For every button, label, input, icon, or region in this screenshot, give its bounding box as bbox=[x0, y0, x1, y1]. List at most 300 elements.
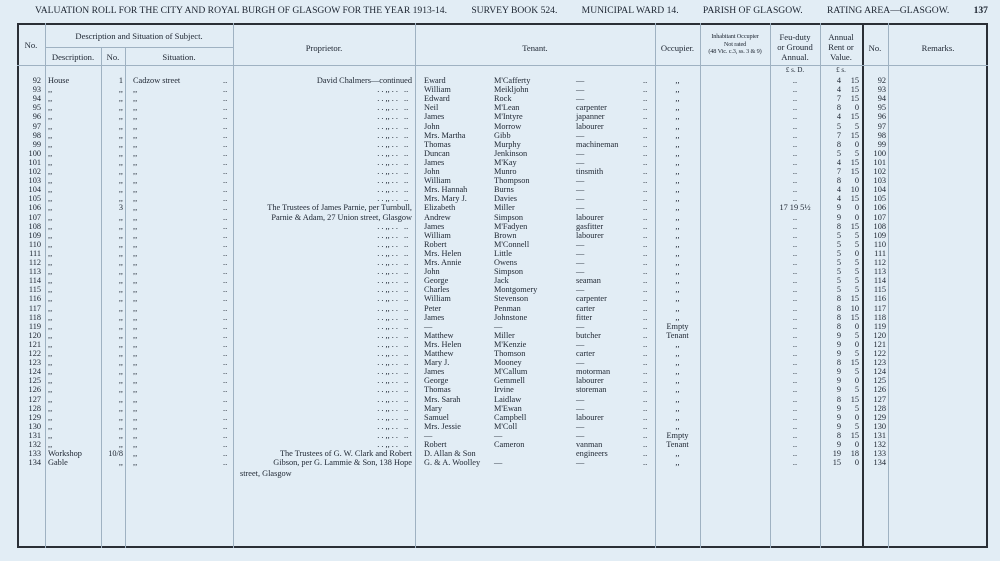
description: ,, bbox=[48, 376, 53, 386]
leader-dots: .. bbox=[404, 157, 409, 167]
desc-no: 10/8 bbox=[108, 449, 123, 459]
description: ,, bbox=[48, 303, 53, 313]
tenant-surname: — bbox=[494, 430, 503, 440]
leader-dots: .. bbox=[643, 239, 648, 249]
rent-shillings: 5 bbox=[854, 267, 859, 277]
tenant-surname: Morrow bbox=[494, 121, 522, 131]
rent-shillings: 15 bbox=[850, 194, 859, 204]
row-no-right: 124 bbox=[873, 367, 886, 377]
occupier: ,, bbox=[675, 185, 680, 195]
feu-duty: .. bbox=[792, 239, 798, 249]
tenant-surname: Gemmell bbox=[494, 376, 525, 386]
leader-dots: .. bbox=[643, 339, 648, 349]
description: ,, bbox=[48, 267, 53, 277]
row-no: 131 bbox=[28, 430, 41, 440]
leader-dots: .. bbox=[643, 148, 648, 158]
leader-dots: .. bbox=[643, 449, 648, 459]
leader-dots: .. bbox=[404, 376, 409, 386]
rent-shillings: 15 bbox=[850, 85, 859, 95]
leader-dots: .. bbox=[643, 85, 648, 95]
tenant-occupation: labourer bbox=[576, 230, 604, 240]
tenant-occupation: — bbox=[576, 130, 585, 140]
row-no-right: 98 bbox=[877, 130, 886, 140]
row-no-right: 129 bbox=[873, 412, 886, 422]
tenant-surname: Laidlaw bbox=[494, 394, 522, 404]
tenant-forename: James bbox=[424, 367, 445, 377]
row-no: 107 bbox=[28, 212, 41, 222]
leader-dots: .. bbox=[223, 412, 228, 422]
tenant-occupation: — bbox=[576, 248, 585, 258]
rent-pounds: 7 bbox=[836, 130, 841, 140]
proprietor: . . ,, . . bbox=[377, 130, 398, 140]
tenant-surname: — bbox=[494, 321, 503, 331]
page-header bbox=[35, 5, 988, 16]
row-no-right: 104 bbox=[873, 185, 886, 195]
rent-pounds: 9 bbox=[836, 203, 841, 213]
leader-dots: .. bbox=[404, 94, 409, 104]
tenant-surname: Jenkinson bbox=[494, 148, 528, 158]
row-no: 114 bbox=[28, 276, 41, 286]
desc-no: ,, bbox=[118, 167, 123, 176]
occupier: ,, bbox=[675, 412, 680, 422]
description: ,, bbox=[48, 349, 53, 358]
tenant-occupation: — bbox=[576, 403, 585, 413]
situation: ,, bbox=[133, 349, 138, 358]
feu-line: Annual. bbox=[781, 52, 809, 62]
tenant-occupation: — bbox=[576, 430, 585, 440]
leader-dots: .. bbox=[643, 112, 648, 122]
row-no: 111 bbox=[29, 248, 41, 258]
tenant-occupation: — bbox=[576, 285, 585, 295]
leader-dots: .. bbox=[223, 139, 228, 149]
row-no-right: 95 bbox=[877, 103, 886, 113]
tenant-surname: Murphy bbox=[494, 139, 521, 149]
leader-dots: .. bbox=[223, 376, 228, 386]
proprietor: . . ,, . . bbox=[377, 321, 398, 331]
desc-no: ,, bbox=[118, 303, 123, 313]
proprietor: . . ,, . . bbox=[377, 112, 398, 122]
rent-pounds: 5 bbox=[836, 276, 841, 286]
feu-duty: .. bbox=[792, 303, 798, 313]
occupier: ,, bbox=[675, 76, 680, 85]
leader-dots: .. bbox=[223, 358, 228, 368]
proprietor: . . ,, . . bbox=[377, 176, 398, 186]
tenant-forename: Mary bbox=[424, 403, 442, 413]
proprietor: . . ,, . . bbox=[377, 303, 398, 313]
leader-dots: .. bbox=[643, 267, 648, 277]
occupier: ,, bbox=[675, 239, 680, 249]
rent-shillings: 15 bbox=[850, 157, 859, 167]
tenant-forename: James bbox=[424, 112, 445, 122]
row-no: 126 bbox=[28, 385, 41, 395]
proprietor: . . ,, . . bbox=[377, 267, 398, 277]
tenant-occupation: vanman bbox=[576, 440, 603, 449]
row-no: 94 bbox=[32, 94, 41, 104]
leader-dots: .. bbox=[404, 239, 409, 249]
tenant-surname: Penman bbox=[494, 303, 521, 313]
situation: ,, bbox=[133, 203, 138, 213]
rent-shillings: 15 bbox=[850, 130, 859, 140]
tenant-forename: James bbox=[424, 312, 445, 322]
proprietor: . . ,, . . bbox=[377, 285, 398, 295]
leader-dots: .. bbox=[643, 185, 648, 195]
tenant-surname: Brown bbox=[494, 230, 517, 240]
desc-no: ,, bbox=[118, 176, 123, 186]
description: ,, bbox=[48, 330, 53, 340]
desc-no: ,, bbox=[118, 358, 123, 368]
col-group-description: Description and Situation of Subject. bbox=[75, 31, 203, 41]
feu-duty: .. bbox=[792, 312, 798, 322]
occupier: ,, bbox=[675, 421, 680, 431]
leader-dots: .. bbox=[643, 403, 648, 413]
description: ,, bbox=[48, 212, 53, 222]
col-annual-rent bbox=[821, 32, 861, 62]
desc-no: ,, bbox=[118, 94, 123, 104]
proprietor: . . ,, . . bbox=[377, 430, 398, 440]
situation: ,, bbox=[133, 185, 138, 195]
feu-duty: .. bbox=[792, 339, 798, 349]
description: ,, bbox=[48, 339, 53, 349]
proprietor: . . ,, . . bbox=[377, 394, 398, 404]
row-no-right: 112 bbox=[873, 258, 886, 267]
col-no-2: No. bbox=[868, 43, 882, 53]
tenant-occupation: — bbox=[576, 394, 585, 404]
occupier: ,, bbox=[675, 121, 680, 131]
description: ,, bbox=[48, 221, 53, 231]
tenant-forename: Thomas bbox=[424, 385, 451, 395]
desc-no: ,, bbox=[118, 130, 123, 140]
leader-dots: .. bbox=[223, 94, 228, 104]
leader-dots: .. bbox=[223, 394, 228, 404]
rent-shillings: 10 bbox=[850, 185, 859, 195]
tenant-occupation: — bbox=[576, 148, 585, 158]
row-no-right: 106 bbox=[873, 203, 886, 213]
feu-duty: .. bbox=[792, 167, 798, 176]
tenant-forename: Andrew bbox=[424, 212, 451, 222]
proprietor: . . ,, . . bbox=[377, 121, 398, 131]
rent-shillings: 15 bbox=[850, 430, 859, 440]
tenant-surname: Little bbox=[494, 248, 512, 258]
tenant-surname: M'Fadyen bbox=[494, 221, 528, 231]
feu-duty: .. bbox=[792, 221, 798, 231]
leader-dots: .. bbox=[223, 148, 228, 158]
tenant-occupation: — bbox=[576, 76, 585, 85]
rent-shillings: 0 bbox=[854, 321, 859, 331]
leader-dots: .. bbox=[404, 367, 409, 377]
leader-dots: .. bbox=[643, 130, 648, 140]
occupier: ,, bbox=[675, 376, 680, 386]
description: ,, bbox=[48, 139, 53, 149]
row-no-right: 119 bbox=[873, 321, 886, 331]
leader-dots: .. bbox=[643, 330, 648, 340]
leader-dots: .. bbox=[643, 248, 648, 258]
column-divider bbox=[888, 23, 889, 548]
proprietor-continuation: street, Glasgow bbox=[240, 468, 292, 478]
proprietor: . . ,, . . bbox=[377, 421, 398, 431]
rent-line: Rent or bbox=[828, 42, 854, 52]
rent-pounds: 9 bbox=[836, 421, 841, 431]
desc-no: 1 bbox=[118, 76, 123, 85]
tenant-occupation: motorman bbox=[576, 367, 611, 377]
feu-duty: .. bbox=[792, 330, 798, 340]
leader-dots: .. bbox=[404, 285, 409, 295]
row-no-right: 130 bbox=[873, 421, 886, 431]
tenant-forename: Mary J. bbox=[424, 358, 450, 368]
row-no-right: 125 bbox=[873, 376, 886, 386]
desc-no: ,, bbox=[118, 248, 123, 258]
description: ,, bbox=[48, 194, 53, 204]
feu-duty: .. bbox=[792, 148, 798, 158]
leader-dots: .. bbox=[223, 121, 228, 131]
tenant-forename: John bbox=[424, 121, 440, 131]
description: ,, bbox=[48, 103, 53, 113]
feu-duty: .. bbox=[792, 130, 798, 140]
leader-dots: .. bbox=[643, 412, 648, 422]
leader-dots: .. bbox=[643, 321, 648, 331]
description: ,, bbox=[48, 367, 53, 377]
row-no-right: 92 bbox=[877, 76, 886, 85]
description: ,, bbox=[48, 421, 53, 431]
desc-no: ,, bbox=[118, 194, 123, 204]
description: ,, bbox=[48, 157, 53, 167]
leader-dots: .. bbox=[404, 330, 409, 340]
row-no-right: 100 bbox=[873, 148, 886, 158]
tenant-forename: G. & A. Woolley bbox=[424, 458, 481, 468]
leader-dots: .. bbox=[404, 130, 409, 140]
page-number: 137 bbox=[973, 5, 988, 16]
tenant-occupation: — bbox=[576, 258, 585, 267]
row-no-right: 101 bbox=[873, 157, 886, 167]
occupier: ,, bbox=[675, 303, 680, 313]
rent-pounds: 9 bbox=[836, 440, 841, 449]
feu-duty: .. bbox=[792, 157, 798, 167]
leader-dots: .. bbox=[223, 312, 228, 322]
proprietor: . . ,, . . bbox=[377, 294, 398, 304]
row-no: 132 bbox=[28, 440, 41, 449]
proprietor: . . ,, . . bbox=[377, 94, 398, 104]
row-no: 124 bbox=[28, 367, 41, 377]
feu-duty: .. bbox=[792, 112, 798, 122]
col-inhabitant bbox=[701, 33, 769, 56]
description: ,, bbox=[48, 203, 53, 213]
tenant-occupation: — bbox=[576, 85, 585, 95]
tenant-surname: Owens bbox=[494, 258, 518, 267]
column-divider bbox=[233, 23, 234, 548]
rent-pounds: 7 bbox=[836, 167, 841, 176]
occupier: ,, bbox=[675, 203, 680, 213]
rent-pounds: 4 bbox=[836, 85, 841, 95]
row-no: 117 bbox=[28, 303, 41, 313]
row-no-right: 103 bbox=[873, 176, 886, 186]
occupier: ,, bbox=[675, 339, 680, 349]
leader-dots: .. bbox=[404, 412, 409, 422]
leader-dots: .. bbox=[223, 103, 228, 113]
rent-shillings: 0 bbox=[854, 458, 859, 468]
tenant-occupation: — bbox=[576, 321, 585, 331]
rent-shillings: 5 bbox=[854, 285, 859, 295]
feu-duty: .. bbox=[792, 421, 798, 431]
desc-no: ,, bbox=[118, 440, 123, 449]
leader-dots: .. bbox=[404, 430, 409, 440]
proprietor: . . ,, . . bbox=[377, 358, 398, 368]
situation: ,, bbox=[133, 385, 138, 395]
occupier: ,, bbox=[675, 157, 680, 167]
tenant-forename: — bbox=[424, 430, 433, 440]
proprietor: . . ,, . . bbox=[377, 185, 398, 195]
leader-dots: .. bbox=[643, 376, 648, 386]
rent-pounds: 8 bbox=[836, 303, 841, 313]
desc-no: ,, bbox=[118, 221, 123, 231]
tenant-surname: M'Intyre bbox=[494, 112, 523, 122]
description: Workshop bbox=[48, 449, 82, 459]
description: ,, bbox=[48, 167, 53, 176]
rent-shillings: 15 bbox=[850, 312, 859, 322]
tenant-surname: Campbell bbox=[494, 412, 527, 422]
rent-shillings: 0 bbox=[854, 139, 859, 149]
proprietor: . . ,, . . bbox=[377, 139, 398, 149]
rent-shillings: 5 bbox=[854, 421, 859, 431]
tenant-occupation: — bbox=[576, 194, 585, 204]
row-no: 99 bbox=[32, 139, 41, 149]
feu-duty: .. bbox=[792, 194, 798, 204]
row-no-right: 123 bbox=[873, 358, 886, 368]
feu-duty: .. bbox=[792, 139, 798, 149]
description: ,, bbox=[48, 440, 53, 449]
desc-no: ,, bbox=[118, 421, 123, 431]
desc-no: ,, bbox=[118, 385, 123, 395]
feu-duty: .. bbox=[792, 121, 798, 131]
leader-dots: .. bbox=[223, 321, 228, 331]
tenant-occupation: — bbox=[576, 267, 585, 277]
tenant-forename: Peter bbox=[424, 303, 442, 313]
leader-dots: .. bbox=[643, 94, 648, 104]
tenant-occupation: machineman bbox=[576, 139, 619, 149]
leader-dots: .. bbox=[643, 157, 648, 167]
tenant-forename: John bbox=[424, 167, 440, 176]
row-no: 130 bbox=[28, 421, 41, 431]
tenant-surname: Miller bbox=[494, 203, 515, 213]
column-divider bbox=[125, 48, 126, 548]
leader-dots: .. bbox=[643, 421, 648, 431]
occupier: ,, bbox=[675, 176, 680, 186]
parish: PARISH OF GLASGOW. bbox=[702, 5, 803, 16]
tenant-occupation: storeman bbox=[576, 385, 607, 395]
leader-dots: .. bbox=[404, 248, 409, 258]
occupier: ,, bbox=[675, 94, 680, 104]
leader-dots: .. bbox=[223, 430, 228, 440]
leader-dots: .. bbox=[404, 148, 409, 158]
situation: ,, bbox=[133, 139, 138, 149]
tenant-forename: Mrs. Sarah bbox=[424, 394, 461, 404]
leader-dots: .. bbox=[404, 112, 409, 122]
leader-dots: .. bbox=[223, 449, 228, 459]
tenant-forename: Edward bbox=[424, 94, 450, 104]
row-no-right: 114 bbox=[873, 276, 886, 286]
rent-pounds: 8 bbox=[836, 139, 841, 149]
desc-no: ,, bbox=[118, 285, 123, 295]
tenant-surname: Gibb bbox=[494, 130, 511, 140]
tenant-surname: Jack bbox=[494, 276, 509, 286]
tenant-forename: James bbox=[424, 157, 445, 167]
proprietor: . . ,, . . bbox=[377, 276, 398, 286]
tenant-occupation: — bbox=[576, 239, 585, 249]
row-no-right: 120 bbox=[873, 330, 886, 340]
proprietor: . . ,, . . bbox=[377, 440, 398, 449]
leader-dots: .. bbox=[643, 303, 648, 313]
situation: ,, bbox=[133, 258, 138, 267]
tenant-surname: M'Callum bbox=[494, 367, 528, 377]
occupier: ,, bbox=[675, 148, 680, 158]
situation: ,, bbox=[133, 94, 138, 104]
column-divider bbox=[700, 23, 701, 548]
proprietor: . . ,, . . bbox=[377, 194, 398, 204]
rent-pounds: 8 bbox=[836, 430, 841, 440]
proprietor: . . ,, . . bbox=[377, 258, 398, 267]
row-no: 102 bbox=[28, 167, 41, 176]
leader-dots: .. bbox=[643, 176, 648, 186]
leader-dots: .. bbox=[223, 230, 228, 240]
feu-duty: .. bbox=[792, 430, 798, 440]
rent-line: Annual bbox=[828, 32, 854, 42]
leader-dots: .. bbox=[404, 394, 409, 404]
row-no-right: 126 bbox=[873, 385, 886, 395]
occupier: ,, bbox=[675, 385, 680, 395]
rent-shillings: 15 bbox=[850, 294, 859, 304]
col-tenant: Tenant. bbox=[522, 43, 548, 53]
leader-dots: .. bbox=[404, 303, 409, 313]
rent-pounds: 5 bbox=[836, 285, 841, 295]
leader-dots: .. bbox=[404, 321, 409, 331]
leader-dots: .. bbox=[223, 367, 228, 377]
leader-dots: .. bbox=[643, 258, 648, 267]
tenant-surname: Munro bbox=[494, 167, 517, 176]
row-no: 133 bbox=[28, 449, 41, 459]
column-divider bbox=[770, 23, 771, 548]
leader-dots: .. bbox=[223, 385, 228, 395]
tenant-forename: William bbox=[424, 176, 451, 186]
situation: ,, bbox=[133, 85, 138, 95]
occupier: ,, bbox=[675, 248, 680, 258]
tenant-surname: Stevenson bbox=[494, 294, 529, 304]
row-no-right: 93 bbox=[877, 85, 886, 95]
situation: ,, bbox=[133, 167, 138, 176]
rent-pounds: 8 bbox=[836, 103, 841, 113]
leader-dots: .. bbox=[223, 267, 228, 277]
rent-pounds: 9 bbox=[836, 212, 841, 222]
tenant-occupation: fitter bbox=[576, 312, 593, 322]
tenant-surname: M'Lean bbox=[494, 103, 520, 113]
tenant-occupation: — bbox=[576, 185, 585, 195]
rent-shillings: 5 bbox=[854, 403, 859, 413]
rent-shillings: 5 bbox=[854, 239, 859, 249]
row-no: 112 bbox=[28, 258, 41, 267]
proprietor: . . ,, . . bbox=[377, 85, 398, 95]
occupier: ,, bbox=[675, 394, 680, 404]
leader-dots: .. bbox=[404, 358, 409, 368]
col-situation: Situation. bbox=[162, 52, 196, 62]
situation: ,, bbox=[133, 440, 138, 449]
occupier: ,, bbox=[675, 221, 680, 231]
situation: ,, bbox=[133, 394, 138, 404]
rent-shillings: 5 bbox=[854, 230, 859, 240]
tenant-occupation: — bbox=[576, 94, 585, 104]
description: ,, bbox=[48, 258, 53, 267]
occupier: ,, bbox=[675, 258, 680, 267]
occupier: ,, bbox=[675, 139, 680, 149]
leader-dots: .. bbox=[223, 239, 228, 249]
leader-dots: .. bbox=[404, 349, 409, 358]
desc-no: ,, bbox=[118, 330, 123, 340]
